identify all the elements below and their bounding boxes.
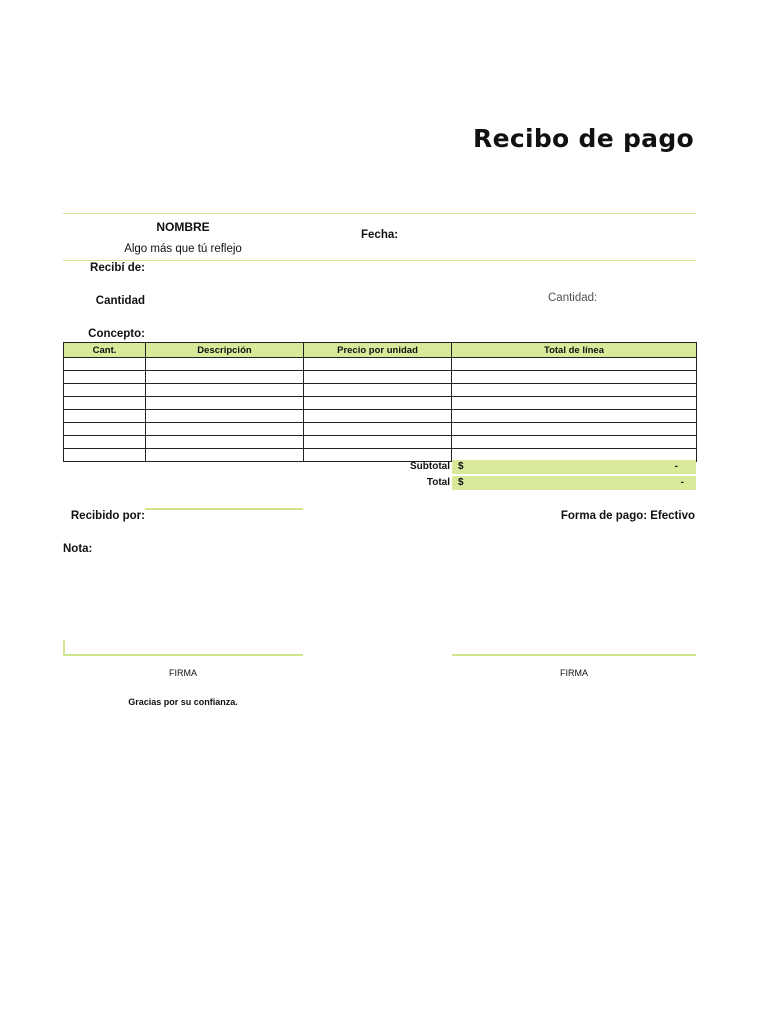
col-descripcion-header: Descripción — [146, 343, 304, 358]
table-row — [64, 410, 697, 423]
table-cell — [452, 384, 697, 397]
table-cell — [452, 358, 697, 371]
table-cell — [146, 397, 304, 410]
forma-pago: Forma de pago: Efectivo — [560, 510, 695, 522]
firma-right-label: FIRMA — [560, 668, 588, 678]
table-cell — [304, 410, 452, 423]
total-field — [452, 476, 696, 490]
table-cell — [452, 423, 697, 436]
table-cell — [304, 436, 452, 449]
table-row — [64, 397, 697, 410]
table-cell — [304, 358, 452, 371]
col-precio-header: Precio por unidad — [304, 343, 452, 358]
table-cell — [64, 358, 146, 371]
items-table — [63, 342, 697, 462]
company-slogan: Algo más que tú reflejo — [124, 243, 242, 255]
table-cell — [452, 397, 697, 410]
table-cell — [452, 436, 697, 449]
table-cell — [452, 371, 697, 384]
total-label: Total — [426, 477, 450, 488]
table-cell — [64, 423, 146, 436]
table-cell — [64, 449, 146, 462]
subtotal-field — [452, 460, 696, 474]
recibido-line — [145, 508, 303, 510]
table-cell — [146, 410, 304, 423]
thanks-text: Gracias por su confianza. — [128, 697, 238, 707]
firma-right-line — [452, 654, 696, 656]
table-cell — [146, 358, 304, 371]
table-row — [64, 423, 697, 436]
table-cell — [146, 371, 304, 384]
table-row — [64, 371, 697, 384]
document-title: Recibo de pago — [473, 124, 694, 153]
firma-left-line — [63, 654, 303, 656]
nota-label: Nota: — [63, 543, 93, 555]
cantidad-right-label: Cantidad: — [548, 292, 598, 304]
company-name: NOMBRE — [156, 220, 210, 234]
table-cell — [146, 449, 304, 462]
table-cell — [146, 436, 304, 449]
table-cell — [64, 384, 146, 397]
total-value: - — [680, 477, 684, 488]
table-cell — [304, 449, 452, 462]
subtotal-value: - — [674, 461, 678, 472]
table-cell — [146, 384, 304, 397]
table-row — [64, 436, 697, 449]
table-cell — [64, 410, 146, 423]
total-currency: $ — [458, 477, 464, 488]
header-divider-bottom — [63, 260, 696, 261]
table-cell — [304, 397, 452, 410]
col-total-header: Total de línea — [452, 343, 697, 358]
firma-left-label: FIRMA — [169, 668, 197, 678]
table-row — [64, 358, 697, 371]
recibi-label: Recibí de: — [90, 262, 145, 274]
table-row — [64, 384, 697, 397]
firma-left-tick — [63, 640, 65, 655]
table-cell — [452, 410, 697, 423]
table-cell — [146, 423, 304, 436]
table-cell — [304, 423, 452, 436]
fecha-label: Fecha: — [361, 229, 399, 241]
subtotal-currency: $ — [458, 461, 464, 472]
cantidad-label: Cantidad — [95, 295, 145, 307]
table-header-row — [64, 343, 697, 358]
table-cell — [64, 397, 146, 410]
recibido-label: Recibido por: — [70, 510, 145, 522]
concepto-label: Concepto: — [88, 328, 145, 340]
table-cell — [304, 384, 452, 397]
table-cell — [64, 371, 146, 384]
col-cant-header: Cant. — [64, 343, 146, 358]
table-cell — [64, 436, 146, 449]
subtotal-label: Subtotal — [410, 461, 450, 472]
table-cell — [304, 371, 452, 384]
header-divider-top — [63, 213, 696, 214]
